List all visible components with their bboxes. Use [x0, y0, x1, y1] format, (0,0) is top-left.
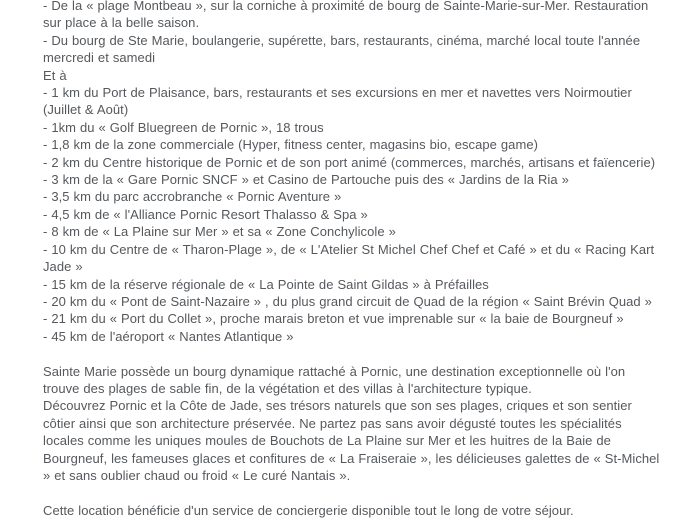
- description-paragraph: Sainte Marie possède un bourg dynamique rattaché à Pornic, une destination exceptionnelle où l'on trouve des plages de sable fin, de la végétation et des villas à l'architecture typique.: [43, 363, 626, 396]
- distance-line: - 20 km du « Pont de Saint-Nazaire » , du plus grand circuit de Quad de la région « Saint Brévin Quad »: [43, 293, 652, 309]
- distance-line: - 2 km du Centre historique de Pornic et de son port animé (commerces, marchés, artisans et faïencerie): [43, 154, 656, 170]
- concierge-note: Cette location bénéficie d'un service de conciergerie disponible tout le long de votre séjour.: [43, 502, 574, 518]
- distance-line: - 45 km de l'aéroport « Nantes Atlantique »: [43, 328, 294, 344]
- distance-line: - 1 km du Port de Plaisance, bars, restaurants et ses excursions en mer et navettes vers Noirmoutier (Juillet & Août): [43, 85, 632, 118]
- distance-line: - 3,5 km du parc accrobranche « Pornic Aventure »: [43, 189, 342, 205]
- distance-line: - 10 km du Centre de « Tharon-Plage », de « L'Atelier St Michel Chef Chef et Café » et du « Racing Kart Jade »: [43, 241, 655, 275]
- distance-line: Et à: [43, 67, 67, 83]
- distance-line: - 1km du « Golf Bluegreen de Pornic », 18 trous: [43, 119, 324, 135]
- distance-line: - De la « plage Montbeau », sur la corniche à proximité de bourg de Sainte-Marie-sur-Mer. Restauration sur place à la belle saison.: [43, 0, 649, 31]
- distance-line: - 4,5 km de « l'Alliance Pornic Resort Thalasso & Spa »: [43, 206, 368, 222]
- location-access-list: [43, 0, 663, 345]
- description-text: [43, 0, 663, 519]
- distance-line: - 15 km de la réserve régionale de « La Pointe de Saint Gildas » à Préfailles: [43, 276, 489, 292]
- distance-line: - Du bourg de Ste Marie, boulangerie, supérette, bars, restaurants, cinéma, marché local toute l'année mercredi et samedi: [43, 32, 641, 66]
- distance-line: - 21 km du « Port du Collet », proche marais breton et vue imprenable sur « la baie de Bourgneuf »: [43, 311, 624, 327]
- distance-line: - 1,8 km de la zone commerciale (Hyper, fitness center, magasins bio, escape game): [43, 137, 538, 153]
- concierge-note-block: [43, 502, 663, 519]
- description-paragraph: Découvrez Pornic et la Côte de Jade, ses trésors naturels que son ses plages, criques et son sentier côtier ainsi que son architecture préservée. Ne partez pas sans avoir dégusté toutes les spécialités locales comme les uniques moules de Bouchots de La Plaine sur Mer et les huitres de la Baie de Bourgneuf, les fameuses glaces et confitures de « La Fraiseraie », les délicieuses galettes de « St-Michel » et sans oublier chaud ou froid « Le curé Nantais ».: [43, 398, 660, 483]
- distance-line: - 8 km de « La Plaine sur Mer » et sa « Zone Conchylicole »: [43, 224, 396, 240]
- area-description: [43, 363, 663, 485]
- distance-line: - 3 km de la « Gare Pornic SNCF » et Casino de Partouche puis des « Jardins de la Ria »: [43, 172, 569, 188]
